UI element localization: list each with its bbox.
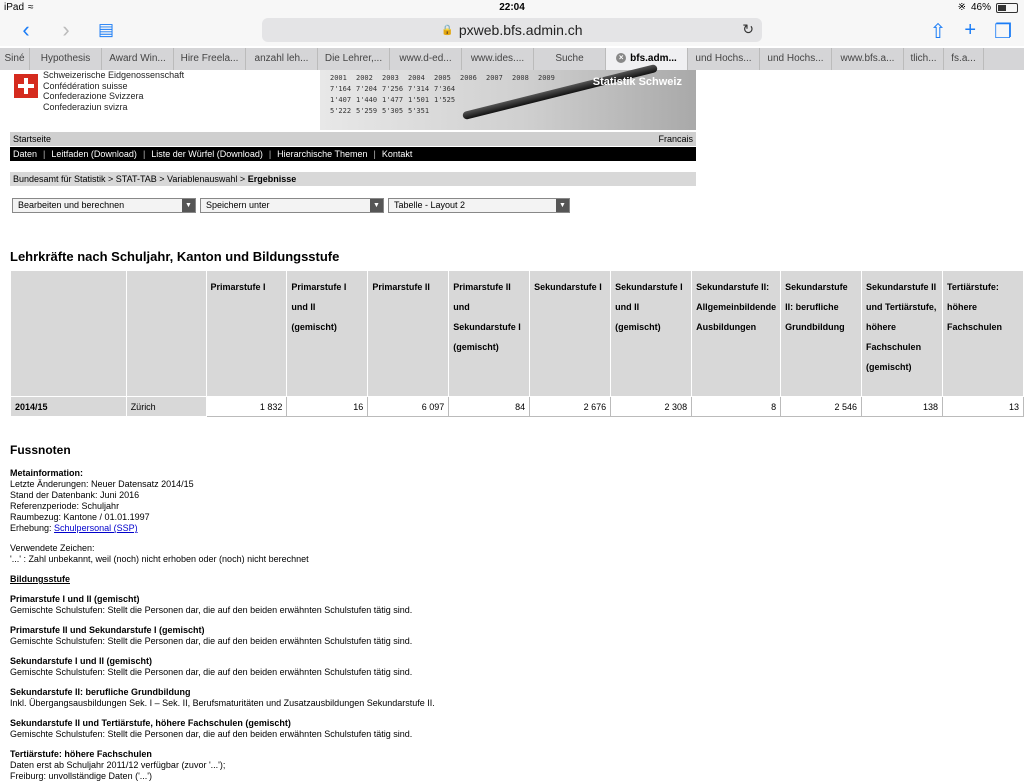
header-banner [320, 70, 696, 130]
banner-year: 2009 [538, 74, 555, 82]
lock-icon: 🔒 [441, 24, 454, 36]
layout-select-value: Tabelle - Layout 2 [394, 200, 466, 210]
menu-separator: | [43, 149, 46, 159]
note-text: Gemischte Schulstufen: Stellt die Personen dar, die auf den beiden erwähnten Schulstufen tätig sind. [10, 729, 413, 739]
meta-line: Stand der Datenbank: Juni 2016 [10, 490, 140, 500]
meta-lines [10, 479, 710, 523]
note-text: Daten erst ab Schuljahr 2011/12 verfügbar (zuvor '...'); [10, 760, 226, 770]
browser-tab[interactable] [688, 48, 760, 70]
browser-tab[interactable] [0, 48, 30, 70]
meta-line: Raumbezug: Kantone / 01.01.1997 [10, 512, 150, 522]
column-header: Primarstufe I [206, 271, 287, 397]
banner-year: 2006 [460, 74, 477, 82]
zeichen-line: '...' : Zahl unbekannt, weil (noch) nicht erhoben oder (noch) nicht berechnet [10, 554, 309, 564]
erhebung-link[interactable]: Schulpersonal (SSP) [54, 523, 138, 533]
forward-icon[interactable]: › [62, 17, 70, 42]
banner-value: 1'440 [356, 96, 378, 104]
tab-strip [0, 48, 1024, 70]
banner-value: 5'222 [330, 107, 352, 115]
column-header: Primarstufe II und Sekundarstufe I (gemischt) [449, 271, 530, 397]
bookmarks-icon[interactable]: ▤ [97, 20, 115, 39]
toolbar-actions [930, 19, 1012, 44]
save-select-value: Speichern unter [206, 200, 270, 210]
note-gap [10, 616, 710, 625]
table-cell: 13 [943, 397, 1024, 417]
menu-separator: | [373, 149, 376, 159]
menu-item[interactable]: Liste der Würfel (Download) [151, 149, 263, 159]
breadcrumb-path[interactable]: Bundesamt für Statistik > STAT-TAB > Variablenauswahl > [13, 174, 248, 184]
banner-value: 7'204 [356, 85, 378, 93]
edit-select[interactable] [12, 198, 196, 213]
battery-percent: 46% [970, 2, 991, 13]
browser-tab-label: fs.a... [951, 53, 976, 64]
banner-value: 1'477 [382, 96, 404, 104]
chevron-down-icon: ▼ [370, 199, 383, 212]
browser-tab[interactable] [246, 48, 318, 70]
layout-select[interactable] [388, 198, 570, 213]
banner-value: 7'314 [408, 85, 430, 93]
banner-year: 2008 [512, 74, 529, 82]
language-link[interactable]: Francais [658, 134, 693, 144]
banner-label: Statistik Schweiz [592, 76, 682, 88]
browser-tab[interactable] [944, 48, 984, 70]
browser-tab-label: Siné [4, 53, 25, 64]
data-table [10, 270, 1024, 417]
banner-value: 5'351 [408, 107, 430, 115]
wifi-icon: ≈ [28, 2, 34, 13]
column-header: Sekundarstufe I und II (gemischt) [611, 271, 692, 397]
back-icon[interactable]: ‹ [22, 17, 30, 42]
home-link[interactable]: Startseite [13, 134, 52, 144]
reload-icon[interactable]: ↻ [742, 21, 754, 37]
browser-toolbar [0, 16, 1024, 46]
battery-fill [998, 5, 1006, 11]
column-header: Tertiärstufe: höhere Fachschulen [943, 271, 1024, 397]
note-title: Sekundarstufe II und Tertiärstufe, höhere Fachschulen (gemischt) [10, 718, 291, 728]
column-header: Primarstufe II [368, 271, 449, 397]
browser-tab-label: bfs.adm... [630, 53, 677, 64]
device-label: iPad [4, 2, 25, 13]
browser-tab-label: anzahl leh... [254, 53, 309, 64]
save-select[interactable] [200, 198, 384, 213]
browser-tab-label: www.d-ed... [399, 53, 452, 64]
banner-year: 2007 [486, 74, 503, 82]
footnotes [10, 445, 710, 782]
url-text: pxweb.bfs.admin.ch [458, 22, 583, 38]
table-header-row [11, 271, 1024, 397]
note-text: Gemischte Schulstufen: Stellt die Personen dar, die auf den beiden erwähnten Schulstufen tätig sind. [10, 667, 413, 677]
table-cell: 6 097 [368, 397, 449, 417]
note-gap [10, 647, 710, 656]
table-body [11, 397, 1024, 417]
main-menu [10, 147, 696, 161]
confederation-logo[interactable] [10, 70, 320, 130]
banner-value: 1'525 [434, 96, 456, 104]
menu-item[interactable]: Kontakt [381, 149, 413, 159]
note-gap [10, 678, 710, 687]
column-header: Sekundarstufe II: berufliche Grundbildung [781, 271, 862, 397]
menu-item[interactable]: Hierarchische Themen [277, 149, 368, 159]
new-tab-icon[interactable]: + [964, 19, 977, 41]
table-cell: 2 676 [530, 397, 611, 417]
zeichen-title: Verwendete Zeichen: [10, 543, 95, 553]
table-row [11, 397, 1024, 417]
note-title: Sekundarstufe II: berufliche Grundbildung [10, 687, 191, 697]
browser-tab[interactable] [462, 48, 534, 70]
confederation-line: Schweizerische Eidgenossenschaft [43, 70, 185, 80]
corner-header-year [11, 271, 127, 397]
note-title: Tertiärstufe: höhere Fachschulen [10, 749, 152, 759]
battery-icon [996, 3, 1018, 13]
note-text: Gemischte Schulstufen: Stellt die Personen dar, die auf den beiden erwähnten Schulstufen tätig sind. [10, 605, 413, 615]
column-header: Sekundarstufe II: Allgemeinbildende Ausbildungen [692, 271, 781, 397]
share-icon[interactable]: ⇧ [929, 21, 947, 43]
table-cell: 138 [862, 397, 943, 417]
browser-tab[interactable] [174, 48, 246, 70]
note-title: Primarstufe I und II (gemischt) [10, 594, 140, 604]
notes-list [10, 585, 710, 782]
confederation-line: Confederaziun svizra [43, 101, 128, 112]
table-title: Lehrkräfte nach Schuljahr, Kanton und Bildungsstufe [10, 249, 340, 264]
erhebung-line [10, 523, 710, 534]
footnotes-heading: Fussnoten [10, 443, 71, 457]
edit-select-value: Bearbeiten und berechnen [18, 200, 125, 210]
status-bar [0, 0, 1024, 16]
browser-tab[interactable] [30, 48, 102, 70]
note-gap [10, 585, 710, 594]
column-header: Primarstufe I und II (gemischt) [287, 271, 368, 397]
note-text: Gemischte Schulstufen: Stellt die Personen dar, die auf den beiden erwähnten Schulstufen tätig sind. [10, 636, 413, 646]
menu-item[interactable]: Leitfaden (Download) [51, 149, 137, 159]
browser-tab[interactable] [318, 48, 390, 70]
browser-tab-label: Suche [555, 53, 584, 64]
status-right [958, 2, 1018, 13]
banner-value: 7'164 [330, 85, 352, 93]
browser-tab-label: Hypothesis [40, 53, 91, 64]
table-cell: 8 [692, 397, 781, 417]
note-title: Primarstufe II und Sekundarstufe I (gemischt) [10, 625, 205, 635]
banner-value: 1'501 [408, 96, 430, 104]
banner-year: 2002 [356, 74, 373, 82]
browser-tab[interactable] [832, 48, 904, 70]
note-gap [10, 740, 710, 749]
clock: 22:04 [499, 2, 525, 13]
note-gap [10, 709, 710, 718]
banner-value: 5'259 [356, 107, 378, 115]
browser-tab[interactable] [102, 48, 174, 70]
browser-tab-label: und Hochs... [767, 53, 824, 64]
web-page [0, 70, 1024, 781]
banner-values-row [330, 84, 564, 95]
close-tab-icon[interactable]: × [616, 53, 626, 63]
table-cell: 2 546 [781, 397, 862, 417]
menu-item[interactable]: Daten [13, 149, 38, 159]
address-bar[interactable] [262, 18, 762, 42]
row-year: 2014/15 [11, 397, 127, 417]
action-selects [12, 198, 570, 213]
banner-value: 7'364 [434, 85, 456, 93]
confederation-line: Confédération suisse [43, 80, 128, 91]
browser-tab[interactable] [904, 48, 944, 70]
column-header: Sekundarstufe I [530, 271, 611, 397]
menu-separator: | [142, 149, 146, 159]
browser-tab[interactable] [534, 48, 606, 70]
chevron-down-icon: ▼ [182, 199, 195, 212]
banner-years-row [330, 73, 564, 84]
section-heading: Bildungsstufe [10, 574, 70, 584]
banner-year: 2004 [408, 74, 425, 82]
note-text: Freiburg: unvollständige Daten ('...') [10, 771, 153, 781]
confederation-names [43, 70, 184, 112]
banner-values-row [330, 106, 564, 117]
erhebung-label: Erhebung: [10, 523, 55, 533]
banner-value: 1'407 [330, 96, 352, 104]
browser-tab-label: www.bfs.a... [840, 53, 895, 64]
browser-tab[interactable] [760, 48, 832, 70]
browser-tab-label: Die Lehrer,... [324, 53, 383, 64]
browser-tab-label: www.ides.... [470, 53, 525, 64]
breadcrumb-current: Ergebnisse [247, 174, 297, 184]
confederation-line: Confederazione Svizzera [43, 91, 144, 101]
bluetooth-icon: ※ [957, 2, 966, 13]
breadcrumb [10, 172, 696, 186]
banner-value: 7'256 [382, 85, 404, 93]
browser-tab-label: Hire Freela... [180, 53, 239, 64]
chevron-down-icon: ▼ [556, 199, 569, 212]
meta-title: Metainformation: [10, 468, 83, 478]
browser-tab-label: tlich... [910, 53, 937, 64]
meta-line: Letzte Änderungen: Neuer Datensatz 2014/15 [10, 479, 194, 489]
banner-year: 2005 [434, 74, 451, 82]
row-kanton: Zürich [126, 397, 206, 417]
table-cell: 16 [287, 397, 368, 417]
banner-year: 2003 [382, 74, 399, 82]
meta-line: Referenzperiode: Schuljahr [10, 501, 120, 511]
browser-tab-label: Award Win... [109, 53, 166, 64]
table-cell: 2 308 [611, 397, 692, 417]
corner-header-kanton [126, 271, 206, 397]
banner-value: 5'305 [382, 107, 404, 115]
swiss-flag-icon [14, 74, 38, 98]
table-cell: 1 832 [206, 397, 287, 417]
browser-tab[interactable] [390, 48, 462, 70]
note-text: Inkl. Übergangsausbildungen Sek. I – Sek. II, Berufsmaturitäten und Zusatzausbildungen Sekundarstufe II. [10, 698, 435, 708]
column-header: Sekundarstufe II und Tertiärstufe, höhere Fachschulen (gemischt) [862, 271, 943, 397]
note-title: Sekundarstufe I und II (gemischt) [10, 656, 153, 666]
start-bar [10, 132, 696, 146]
table-cell: 84 [449, 397, 530, 417]
browser-tab-label: und Hochs... [695, 53, 752, 64]
menu-separator: | [268, 149, 272, 159]
banner-year: 2001 [330, 74, 347, 82]
tabs-overview-icon[interactable]: ❐ [994, 21, 1012, 43]
